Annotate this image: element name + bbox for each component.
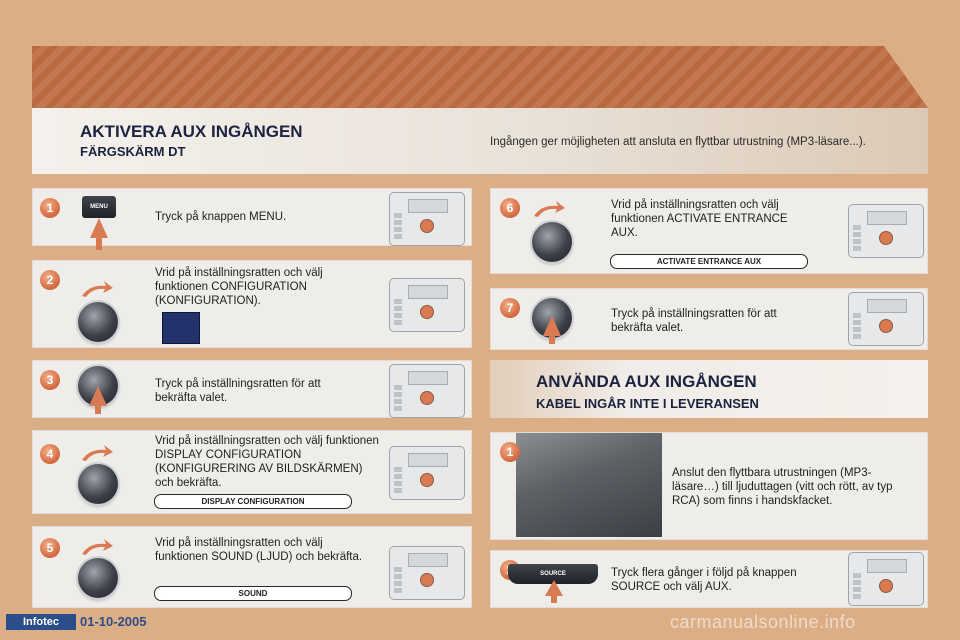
rotate-arrow-icon [80,280,114,298]
infotec-logo: Infotec [6,614,76,630]
step-text: Vrid på inställningsratten och välj funktionen CONFIGURATION (KONFIGURATION). [155,267,323,307]
step-text: Anslut den flyttbara utrustningen (MP3-läsare…) till ljuduttagen (vitt och rött, av typ RCA) som finns i handskfacket. [672,467,893,507]
configuration-icon [162,312,200,344]
intro-note: Ingången ger möjligheten att ansluta en flyttbar utrustning (MP3-läsare...). [490,136,866,148]
knob-icon [78,558,118,598]
step-text: Tryck på inställningsratten för att bekräfta valet. [155,378,321,404]
step-number: 7 [500,298,520,318]
arrow-stem [549,334,555,344]
watermark: carmanualsonline.info [670,612,856,632]
step-number: 2 [40,270,60,290]
source-button-illustration: SOURCE [508,564,598,584]
arrow-stem [96,236,102,250]
page-title: AKTIVERA AUX INGÅNGEN [80,122,303,141]
glovebox-photo [516,433,662,537]
radio-panel-icon [389,446,465,500]
step-text: Vrid på inställningsratten och välj funktionen ACTIVATE ENTRANCE AUX. [611,199,788,239]
arrow-up-icon [543,316,561,336]
knob-icon [532,222,572,262]
radio-panel-icon [389,546,465,600]
step-number: 1 [500,442,520,462]
arrow-up-icon [90,218,108,238]
arrow-stem [551,595,557,603]
arrow-stem [95,404,101,414]
arrow-up-icon [545,580,563,596]
step-number: 6 [500,198,520,218]
step-number: 5 [40,538,60,558]
step-text: Vrid på inställningsratten och välj funktionen SOUND (LJUD) och bekräfta. [155,537,363,563]
display-configuration-label: DISPLAY CONFIGURATION [154,494,352,509]
rotate-arrow-icon [80,444,114,462]
section-subtitle: KABEL INGÅR INTE I LEVERANSEN [536,396,759,411]
radio-panel-icon [389,278,465,332]
radio-panel-icon [848,552,924,606]
radio-panel-icon [389,364,465,418]
activate-entrance-aux-label: ACTIVATE ENTRANCE AUX [610,254,808,269]
radio-panel-icon [389,192,465,246]
arrow-up-icon [89,386,107,406]
step-text: Tryck flera gånger i följd på knappen SOURCE och välj AUX. [611,567,797,593]
band-corner [884,46,928,108]
step-text: Vrid på inställningsratten och välj funktionen DISPLAY CONFIGURATION (KONFIGURERING AV BILDSKÄRMEN) och bekräfta. [155,435,379,489]
step-number: 4 [40,444,60,464]
rotate-arrow-icon [532,200,566,218]
rotate-arrow-icon [80,538,114,556]
footer-date: 01-10-2005 [80,614,147,629]
menu-button-illustration: MENU [82,196,116,218]
step-text: Tryck på inställningsratten för att bekräfta valet. [611,308,777,334]
step-text: Tryck på knappen MENU. [155,211,287,223]
page-subtitle: FÄRGSKÄRM DT [80,144,186,159]
sound-label: SOUND [154,586,352,601]
radio-panel-icon [848,204,924,258]
knob-icon [78,302,118,342]
step-number: 1 [40,198,60,218]
decorative-band [32,46,928,108]
step-number: 3 [40,370,60,390]
radio-panel-icon [848,292,924,346]
section-title: ANVÄNDA AUX INGÅNGEN [536,372,757,391]
knob-icon [78,464,118,504]
